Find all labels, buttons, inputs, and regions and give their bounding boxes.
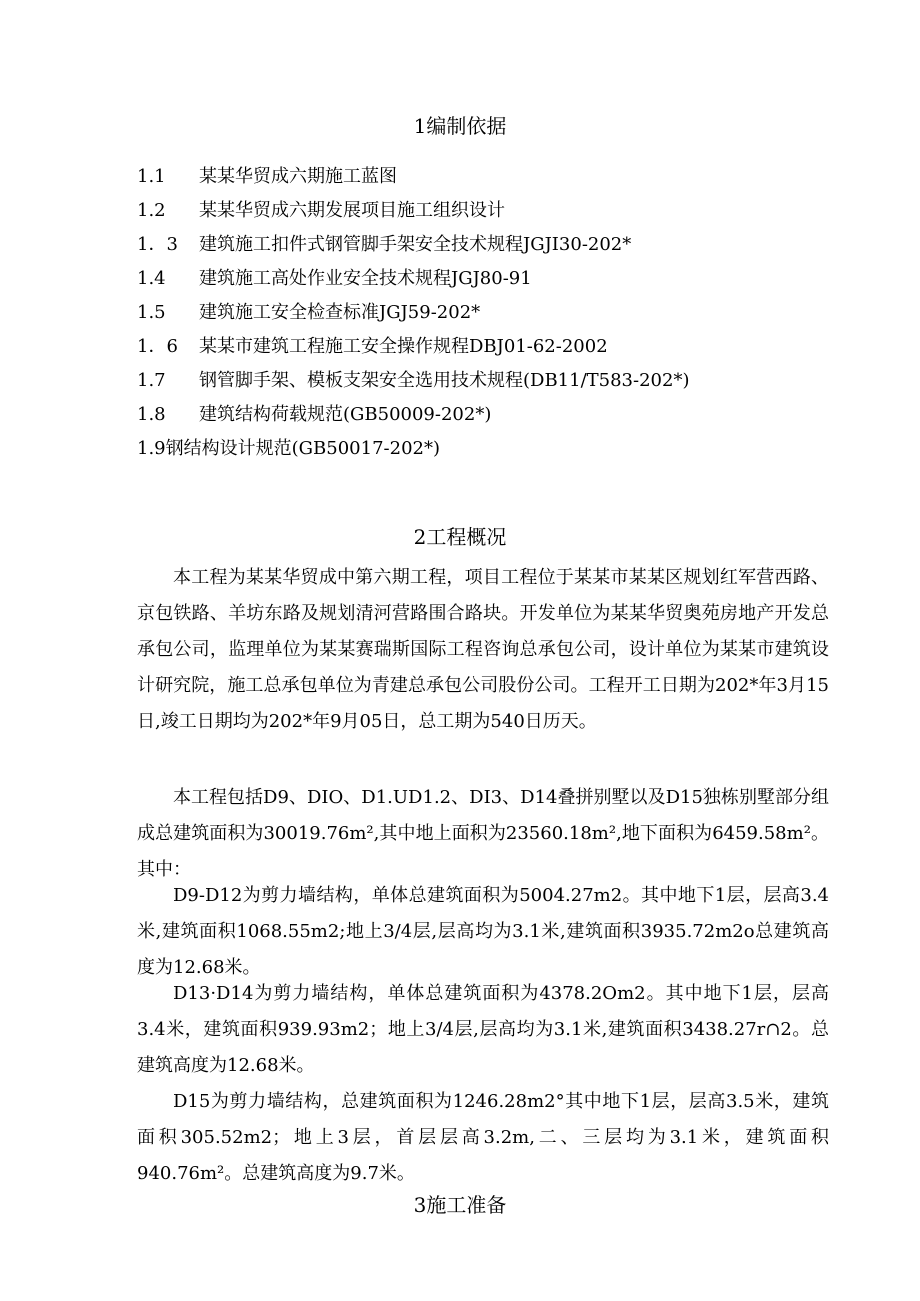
reference-number: 1.4	[137, 268, 166, 289]
reference-text: 钢结构设计规范(GB50017-202*)	[165, 438, 440, 459]
reference-number: 1．6	[137, 336, 178, 357]
reference-item	[137, 401, 837, 435]
reference-number: 1.5	[137, 302, 166, 323]
reference-item	[137, 265, 837, 299]
section-1-heading: 1编制依据	[413, 114, 507, 138]
section-2-heading: 2工程概况	[413, 525, 507, 549]
reference-item	[137, 333, 837, 367]
reference-text: 建筑施工安全检查标准JGJ59-202*	[199, 302, 481, 323]
reference-text: 某某华贸成六期施工蓝图	[199, 166, 397, 187]
scope-paragraph: 本工程包括D9、DIO、D1.UD1.2、DI3、D14叠拼别墅以及D15独栋别墅部分组成总建筑面积为30019.76m²,其中地上面积为23560.18m²,地下面积为6459.58m²。其中：	[137, 787, 829, 880]
overview-paragraph: 本工程为某某华贸成中第六期工程，项目工程位于某某市某某区规划红军营西路、京包铁路、羊坊东路及规划清河营路围合路块。开发单位为某某华贸奥苑房地产开发总承包公司，监理单位为某某赛瑞斯国际工程咨询总承包公司，设计单位为某某市建筑设计研究院，施工总承包单位为青建总承包公司股份公司。工程开工日期为202*年3月15日,竣工日期均为202*年9月05日，总工期为540日历天。	[137, 567, 829, 732]
reference-item	[137, 163, 837, 197]
reference-text: 建筑结构荷载规范(GB50009-202*)	[199, 404, 492, 425]
reference-item	[137, 197, 837, 231]
reference-number: 1.2	[137, 200, 166, 221]
d13-d14-paragraph: D13·D14为剪力墙结构，单体总建筑面积为4378.2Om2。其中地下1层，层高3.4米，建筑面积939.93m2；地上3/4层,层高均为3.1米,建筑面积3438.27r∩2。总建筑高度为12.68米。	[137, 983, 829, 1076]
reference-number: 1.8	[137, 404, 166, 425]
d15-paragraph: D15为剪力墙结构，总建筑面积为1246.28m2°其中地下1层，层高3.5米，建筑面积305.52m2；地上3层，首层层高3.2m,二、三层均为3.1米，建筑面积940.76m²。总建筑高度为9.7米。	[137, 1091, 829, 1184]
reference-item	[137, 367, 837, 401]
reference-number: 1.7	[137, 370, 166, 391]
reference-item	[137, 231, 837, 265]
reference-item	[137, 299, 837, 333]
reference-text: 钢管脚手架、模板支架安全选用技术规程(DB11/T583-202*)	[199, 370, 690, 391]
reference-item	[137, 435, 837, 469]
d9-d12-paragraph: D9-D12为剪力墙结构，单体总建筑面积为5004.27m2。其中地下1层，层高3.4米,建筑面积1068.55m2;地上3/4层,层高均为3.1米,建筑面积3935.72m2o总建筑高度为12.68米。	[137, 885, 829, 978]
reference-text: 建筑施工扣件式钢管脚手架安全技术规程JGJI30-202*	[199, 234, 632, 255]
reference-number: 1.9	[137, 438, 166, 459]
reference-text: 建筑施工高处作业安全技术规程JGJ80-91	[199, 268, 532, 289]
reference-text: 某某市建筑工程施工安全操作规程DBJ01-62-2002	[199, 336, 608, 357]
section-3-heading: 3施工准备	[413, 1193, 507, 1217]
reference-number: 1．3	[137, 234, 178, 255]
reference-number: 1.1	[137, 166, 166, 187]
reference-list	[137, 163, 837, 469]
reference-text: 某某华贸成六期发展项目施工组织设计	[199, 200, 505, 221]
